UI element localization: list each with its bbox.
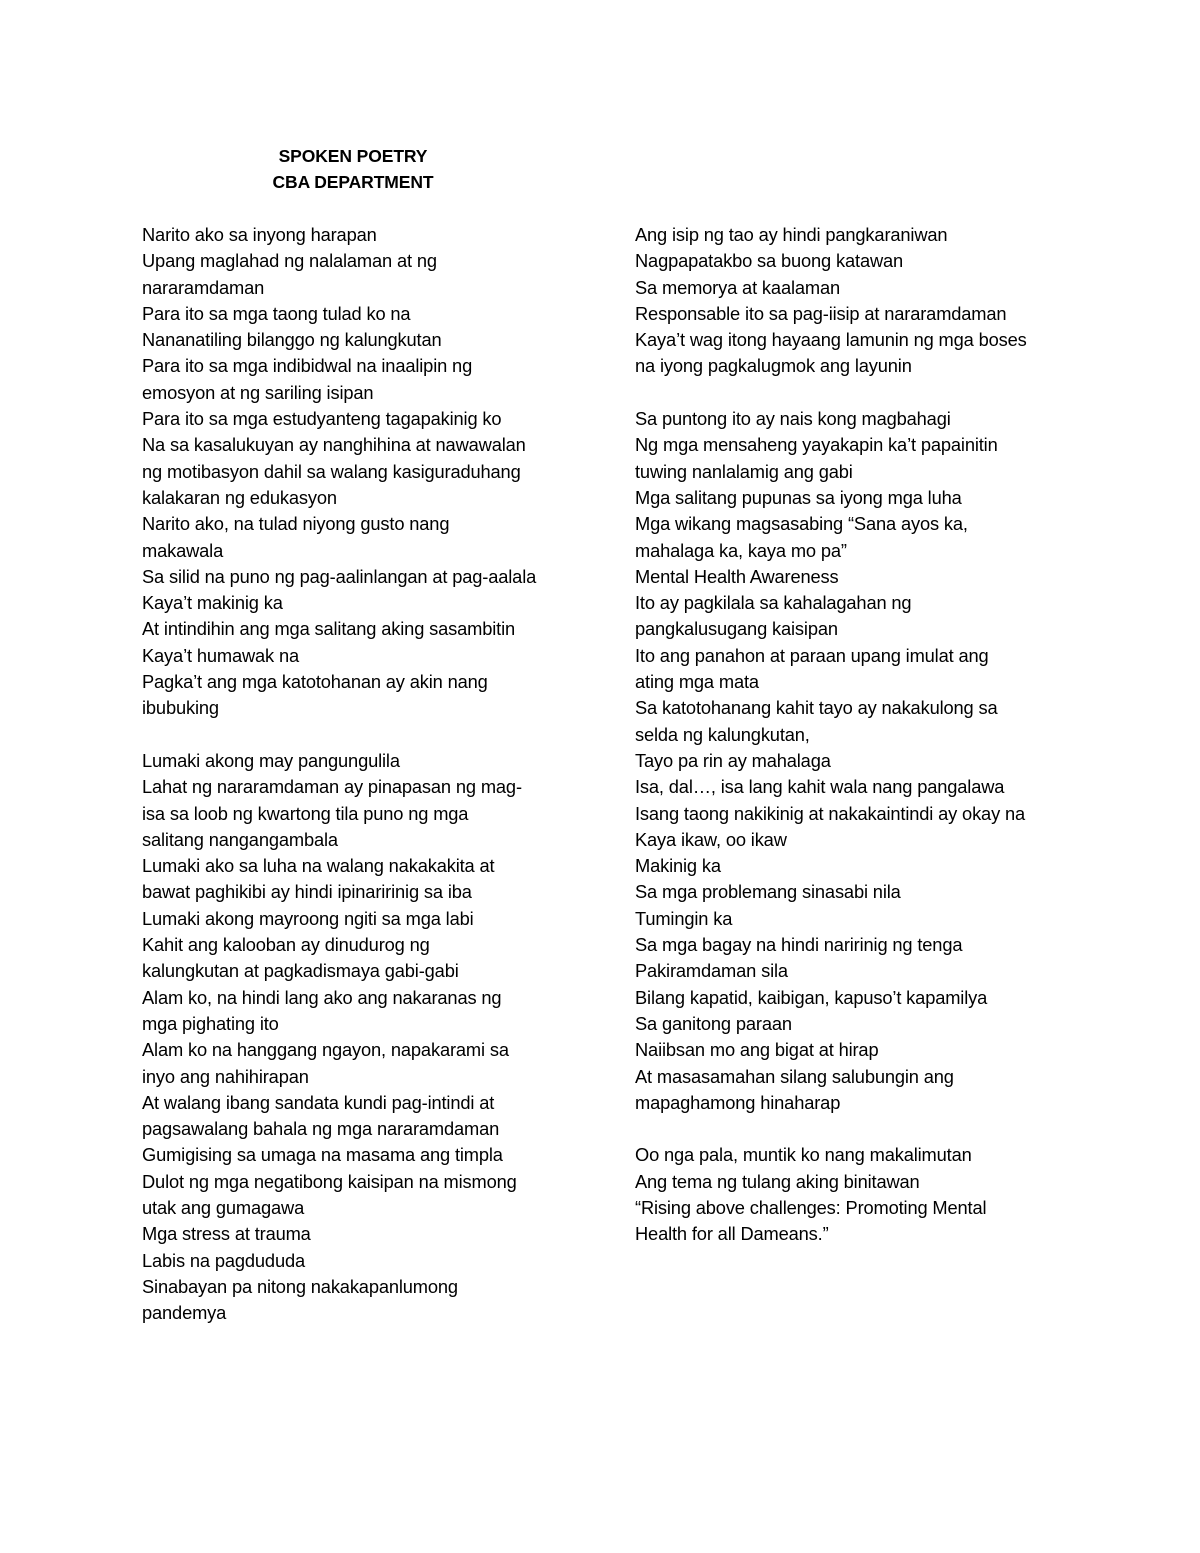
poem-line: mapaghamong hinaharap <box>635 1091 841 1113</box>
stanza <box>142 748 582 1327</box>
poem-line: Labis na pagdududa <box>142 1249 306 1271</box>
poem-line: Mga stress at trauma <box>142 1223 311 1245</box>
title-line-2: CBA DEPARTMENT <box>272 172 434 193</box>
poem-line: Lumaki ako sa luha na walang nakakakita at <box>142 855 495 877</box>
poem-line: kalakaran ng edukasyon <box>142 486 337 508</box>
poem-line: Lahat ng nararamdaman ay pinapasan ng mag- <box>142 776 522 798</box>
poem-line: Makinig ka <box>635 855 721 877</box>
poem-line: Narito ako sa inyong harapan <box>142 224 377 245</box>
poem-line: Sa katotohanang kahit tayo ay nakakulong sa <box>635 697 998 719</box>
poem-line: Isa, dal…, isa lang kahit wala nang pangalawa <box>635 776 1005 798</box>
poem-line: isa sa loob ng kwartong tila puno ng mga <box>142 802 469 824</box>
poem-line: ng motibasyon dahil sa walang kasiguraduhang <box>142 460 521 482</box>
poem-line: makawala <box>142 539 224 561</box>
poem-line: Sa mga bagay na hindi naririnig ng tenga <box>635 934 963 956</box>
title-line-1: SPOKEN POETRY <box>278 146 428 166</box>
poem-line: ibubuking <box>142 697 219 719</box>
poem-line: pandemya <box>142 1302 227 1324</box>
poem-line: mga pighating ito <box>142 1012 279 1034</box>
poem-line: Kahit ang kalooban ay dinudurog ng <box>142 934 430 956</box>
poem-line: emosyon at ng sariling isipan <box>142 381 374 403</box>
poem-line: Sa memorya at kaalaman <box>635 276 840 298</box>
stanza-gap <box>142 722 582 748</box>
poem-line: Para ito sa mga indibidwal na inaalipin ng <box>142 355 473 377</box>
poem-line: Lumaki akong mayroong ngiti sa mga labi <box>142 907 474 929</box>
poem-line: At intindihin ang mga salitang aking sasambitin <box>142 618 516 640</box>
stanza <box>635 1142 1075 1247</box>
poem-line: Ang tema ng tulang aking binitawan <box>635 1170 920 1192</box>
poem-line: mahalaga ka, kaya mo pa” <box>635 539 847 561</box>
poem-line: Kaya’t humawak na <box>142 644 299 666</box>
poem-line: Isang taong nakikinig at nakakaintindi ay okay na <box>635 802 1026 824</box>
poem-line: Alam ko, na hindi lang ako ang nakaranas ng <box>142 986 502 1008</box>
stanza-gap <box>635 380 1075 406</box>
poem-line: Health for all Dameans.” <box>635 1223 829 1245</box>
poem-line: Na sa kasalukuyan ay nanghihina at nawawalan <box>142 434 526 456</box>
poem-line: Sa puntong ito ay nais kong magbahagi <box>635 408 951 430</box>
poem-line: Lumaki akong may pangungulila <box>142 749 400 771</box>
poem-line: inyo ang nahihirapan <box>142 1065 309 1087</box>
poem-line: “Rising above challenges: Promoting Mental <box>635 1196 987 1218</box>
poem-line: salitang nangangambala <box>142 828 338 850</box>
poem-line: Gumigising sa umaga na masama ang timpla <box>142 1144 503 1166</box>
right-column <box>635 222 1075 1248</box>
poem-line: Mental Health Awareness <box>635 565 839 587</box>
poem-line: Nananatiling bilanggo ng kalungkutan <box>142 329 442 351</box>
poem-line: Upang maglahad ng nalalaman at ng <box>142 250 437 272</box>
poem-line: Sa mga problemang sinasabi nila <box>635 881 901 903</box>
poem-line: Responsable ito sa pag-iisip at nararamdaman <box>635 302 1007 324</box>
poem-line: utak ang gumagawa <box>142 1196 305 1218</box>
poem-line: Tumingin ka <box>635 907 733 929</box>
poem-line: Naiibsan mo ang bigat at hirap <box>635 1039 879 1061</box>
poem-line: Kaya’t makinig ka <box>142 592 283 614</box>
poem-line: Mga wikang magsasabing “Sana ayos ka, <box>635 513 968 535</box>
poem-line: At walang ibang sandata kundi pag-intindi at <box>142 1091 495 1113</box>
poem-line: nararamdaman <box>142 276 265 298</box>
poem-line: Kaya’t wag itong hayaang lamunin ng mga boses <box>635 329 1027 351</box>
poem-line: na iyong pagkalugmok ang layunin <box>635 355 912 377</box>
poem-line: Pagka’t ang mga katotohanan ay akin nang <box>142 671 488 693</box>
stanza <box>635 406 1075 1116</box>
poem-line: Sa ganitong paraan <box>635 1012 792 1034</box>
poem-line: Bilang kapatid, kaibigan, kapuso’t kapamilya <box>635 986 988 1008</box>
poem-line: Narito ako, na tulad niyong gusto nang <box>142 513 450 535</box>
poem-line: ating mga mata <box>635 671 759 693</box>
poem-line: pangkalusugang kaisipan <box>635 618 838 640</box>
poem-line: Mga salitang pupunas sa iyong mga luha <box>635 486 962 508</box>
poem-line: Para ito sa mga estudyanteng tagapakinig ko <box>142 408 502 430</box>
poem-line: Kaya ikaw, oo ikaw <box>635 828 787 850</box>
poem-line: Para ito sa mga taong tulad ko na <box>142 302 411 324</box>
poem-title <box>143 143 563 196</box>
poem-line: bawat paghikibi ay hindi ipinaririnig sa iba <box>142 881 472 903</box>
poem-line: selda ng kalungkutan, <box>635 723 810 745</box>
poem-line: Sa silid na puno ng pag-aalinlangan at pag-aalala <box>142 565 537 587</box>
poem-line: Tayo pa rin ay mahalaga <box>635 749 831 771</box>
poem-line: Sinabayan pa nitong nakakapanlumong <box>142 1275 458 1297</box>
poem-line: Pakiramdaman sila <box>635 960 788 982</box>
poem-line: Alam ko na hanggang ngayon, napakarami sa <box>142 1039 509 1061</box>
poem-line: pagsawalang bahala ng mga nararamdaman <box>142 1118 500 1140</box>
stanza <box>142 222 582 722</box>
poem-line: tuwing nanlalamig ang gabi <box>635 460 853 482</box>
left-column <box>142 222 582 1326</box>
stanza-gap <box>635 1116 1075 1142</box>
stanza <box>635 222 1075 380</box>
poem-line: Dulot ng mga negatibong kaisipan na mismong <box>142 1170 517 1192</box>
poem-line: Ng mga mensaheng yayakapin ka’t papainitin <box>635 434 998 456</box>
poem-line: Ito ang panahon at paraan upang imulat ang <box>635 644 989 666</box>
poem-line: kalungkutan at pagkadismaya gabi-gabi <box>142 960 459 982</box>
poem-line: Ito ay pagkilala sa kahalagahan ng <box>635 592 912 614</box>
poem-line: Nagpapatakbo sa buong katawan <box>635 250 904 272</box>
poem-line: Ang isip ng tao ay hindi pangkaraniwan <box>635 224 948 245</box>
poem-line: Oo nga pala, muntik ko nang makalimutan <box>635 1144 972 1166</box>
poem-line: At masasamahan silang salubungin ang <box>635 1065 954 1087</box>
